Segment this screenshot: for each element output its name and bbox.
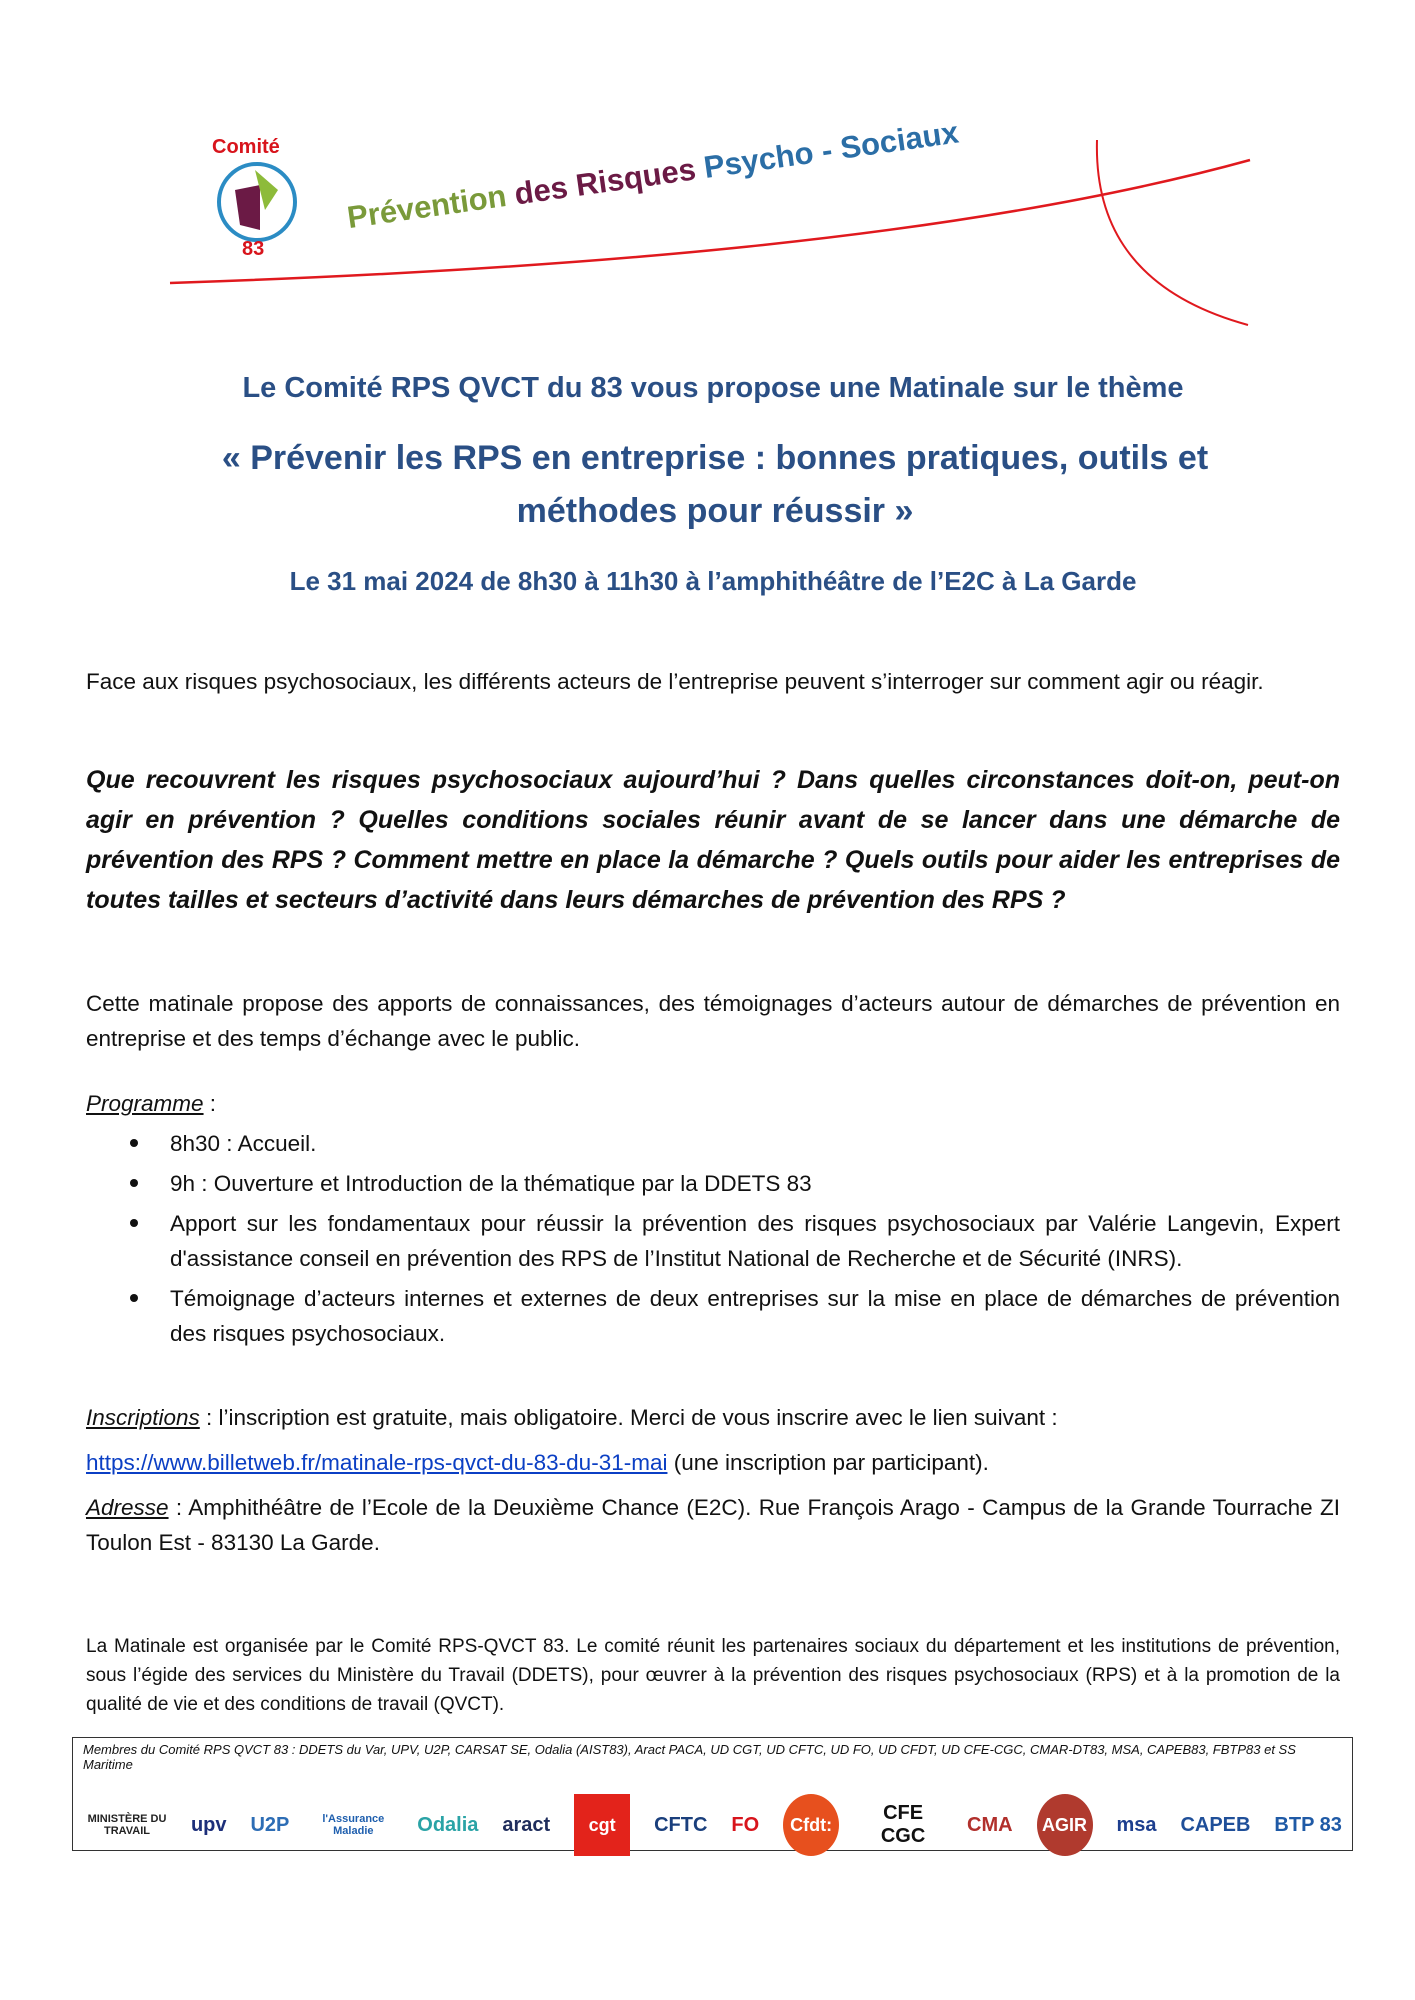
event-date: Le 31 mai 2024 de 8h30 à 11h30 à l’amphithéâtre de l’E2C à La Garde — [289, 566, 1137, 596]
partner-logo: aract — [502, 1813, 551, 1836]
partner-logo: CFTC — [654, 1813, 708, 1836]
logo-comite-text: Comité — [212, 136, 280, 158]
partner-logo: FO — [731, 1813, 760, 1836]
partner-logo: msa — [1116, 1813, 1157, 1836]
programme-list — [86, 1126, 1340, 1351]
registration-link[interactable]: https://www.billetweb.fr/matinale-rps-qvct-du-83-du-31-mai — [86, 1450, 668, 1475]
inscriptions-section: Inscriptions : l’inscription est gratuite, mais obligatoire. Merci de vous inscrire avec le lien suivant : https://www.billetweb.fr/matinale-rps-qvct-du-83-du-31-mai (une inscription par participant). Adresse : Amphithéâtre de l’Ecole de la Deuxième Chance (E2C). Rue François Arago - Campus de la Grande Tourrache ZI Toulon Est - 83130 La Garde. — [86, 1400, 1340, 1560]
event-title: « Prévenir les RPS en entreprise : bonnes pratiques, outils et méthodes pour réussir » — [221, 439, 1209, 530]
banner-word-risques: des Risques — [512, 151, 698, 212]
title-line1: Le Comité RPS QVCT du 83 vous propose une Matinale sur le thème — [242, 372, 1184, 404]
partner-logo: CAPEB — [1180, 1813, 1251, 1836]
partner-logo: cgt — [574, 1794, 630, 1856]
questions-paragraph: Que recouvrent les risques psychosociaux aujourd’hui ? Dans quelles circonstances doit-on, peut-on agir en prévention ? Quelles conditions sociales réunir avant de se lancer dans une démarche de prévention des RPS ? Comment mettre en place la démarche ? Quels outils pour aider les entreprises de toutes tailles et secteurs d’activité dans leurs démarches de prévention des RPS ? — [86, 766, 1340, 914]
intro-paragraph: Face aux risques psychosociaux, les différents acteurs de l’entreprise peuvent s’interroger sur comment agir ou réagir. — [86, 669, 1264, 694]
inscriptions-label: Inscriptions — [86, 1405, 200, 1430]
programme-item: Témoignage d’acteurs internes et externes de deux entreprises sur la mise en place de démarches de prévention des risques psychosociaux. — [170, 1281, 1340, 1351]
partner-logo: BTP 83 — [1274, 1813, 1342, 1836]
partner-logo: CFE CGC — [880, 1802, 926, 1847]
logo-83-text: 83 — [242, 238, 265, 260]
partner-logo: AGIR — [1037, 1794, 1093, 1856]
header-banner — [160, 114, 1270, 340]
partner-logo: CMA — [967, 1813, 1013, 1836]
footer-paragraph: La Matinale est organisée par le Comité RPS-QVCT 83. Le comité réunit les partenaires sociaux du département et les institutions de prévention, sous l’égide des services du Ministère du Travail (DDETS), pour œuvrer à la prévention des risques psychosociaux (RPS) et à la promotion de la qualité de vie et des conditions de travail (QVCT). — [86, 1636, 1340, 1715]
banner-word-psycho: Psycho - Sociaux — [701, 114, 961, 185]
adresse-paragraph: Adresse : Amphithéâtre de l’Ecole de la Deuxième Chance (E2C). Rue François Arago - Campus de la Grande Tourrache ZI Toulon Est - 83130 La Garde. — [86, 1495, 1340, 1555]
members-list: Membres du Comité RPS QVCT 83 : DDETS du Var, UPV, U2P, CARSAT SE, Odalia (AIST83), Aract PACA, UD CGT, UD CFTC, UD FO, UD CFDT, UD CFE-CGC, CMAR-DT83, MSA, CAPEB83, FBTP83 et SS Maritime — [83, 1742, 1296, 1772]
programme-item: 8h30 : Accueil. — [170, 1126, 1340, 1161]
programme-heading: Programme : — [86, 1091, 217, 1116]
members-box — [72, 1737, 1353, 1851]
partner-logo: upv — [190, 1813, 227, 1836]
partner-logo: l'Assurance Maladie — [322, 1813, 385, 1837]
description-paragraph: Cette matinale propose des apports de connaissances, des témoignages d’acteurs autour de démarches de prévention en entreprise et des temps d’échange avec le public. — [86, 991, 1340, 1051]
programme-section — [86, 1086, 1340, 1356]
partner-logo: Cfdt: — [783, 1794, 839, 1856]
partner-logo: Odalia — [417, 1813, 479, 1836]
banner-word-prevention: Prévention — [344, 178, 509, 236]
adresse-label: Adresse — [86, 1495, 169, 1520]
programme-item: Apport sur les fondamentaux pour réussir la prévention des risques psychosociaux par Valérie Langevin, Expert d'assistance conseil en prévention des RPS de l’Institut National de Recherche et de Sécurité (INRS). — [170, 1206, 1340, 1276]
partner-logo: U2P — [250, 1813, 290, 1836]
programme-item: 9h : Ouverture et Introduction de la thématique par la DDETS 83 — [170, 1166, 1340, 1201]
partner-logos — [73, 1776, 1352, 1856]
partner-logo: MINISTÈRE DU TRAVAIL — [87, 1813, 167, 1837]
